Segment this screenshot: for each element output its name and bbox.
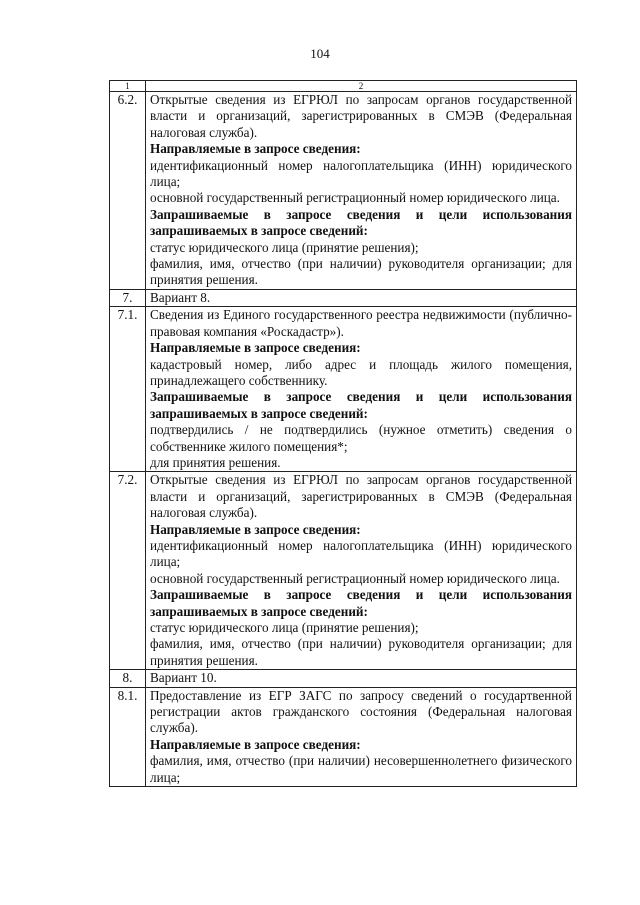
paragraph: идентификационный номер налогоплательщика (ИНН) юридического лица; [150,537,572,570]
paragraph: фамилия, имя, отчество (при наличии) руководителя организации; для принятия решения. [150,636,572,668]
paragraph: фамилия, имя, отчество (при наличии) руководителя организации; для принятия решения. [150,256,572,288]
paragraph: Вариант 8. [150,289,211,305]
table-body [110,81,577,787]
section-heading: Направляемые в запросе сведения: [150,736,361,752]
section-heading: Направляемые в запросе сведения: [150,141,361,157]
paragraph: Предоставление из ЕГР ЗАГС по запросу сведений о государтвенной регистрации актов гражданского состояния (Федеральная налоговая служба). [150,687,572,736]
section-heading: Запрашиваемые в запросе сведения и цели использования запрашиваемых в запросе сведений: [150,206,572,239]
paragraph: фамилия, имя, отчество (при наличии) несовершеннолетнего физического лица; [150,753,572,785]
paragraph: статус юридического лица (принятие решения); [150,239,419,255]
section-heading: Направляемые в запросе сведения: [150,521,361,537]
row-content [146,92,577,290]
paragraph: для принятия решения. [150,454,281,470]
row-content [146,472,577,670]
paragraph: основной государственный регистрационный номер юридического лица. [150,570,560,586]
table-header-row [110,81,577,92]
section-heading: Запрашиваемые в запросе сведения и цели использования запрашиваемых в запросе сведений: [150,389,572,421]
column-header-content: 2 [146,81,577,92]
paragraph: Открытые сведения из ЕГРЮЛ по запросам органов государственной власти и организаций, зарегистрированных в СМЭВ (Федеральная налоговая служба). [150,472,572,521]
row-content [146,307,577,472]
table-row [110,289,577,306]
column-header-number: 1 [110,81,146,92]
row-number: 7.2. [110,472,146,670]
row-number: 7.1. [110,307,146,472]
row-number: 8. [110,670,146,687]
paragraph: подтвердились / не подтвердились (нужное отметить) сведения о собственнике жилого помещения*; [150,422,572,454]
table-row [110,670,577,687]
paragraph: кадастровый номер, либо адрес и площадь жилого помещения, принадлежащего собственнику. [150,356,572,388]
table-row [110,472,577,670]
section-heading: Направляемые в запросе сведения: [150,340,361,356]
row-content [146,687,577,786]
row-number: 7. [110,289,146,306]
table-row [110,92,577,290]
page-number: 104 [310,46,330,61]
paragraph: Вариант 10. [150,670,217,686]
table-row [110,307,577,472]
table-row [110,687,577,786]
paragraph: основной государственный регистрационный номер юридического лица. [150,190,560,206]
paragraph: идентификационный номер налогоплательщика (ИНН) юридического лица; [150,157,572,190]
row-content [146,670,577,687]
row-number: 6.2. [110,92,146,290]
row-number: 8.1. [110,687,146,786]
section-heading: Запрашиваемые в запросе сведения и цели использования запрашиваемых в запросе сведений: [150,587,572,619]
paragraph: статус юридического лица (принятие решения); [150,620,419,635]
paragraph: Открытые сведения из ЕГРЮЛ по запросам органов государственной власти и организаций, зарегистрированных в СМЭВ (Федеральная налоговая служба). [150,92,572,140]
paragraph: Сведения из Единого государственного реестра недвижимости (публично-правовая компания «Роскадастр»). [150,307,572,339]
document-table [109,80,577,787]
row-content [146,289,577,306]
